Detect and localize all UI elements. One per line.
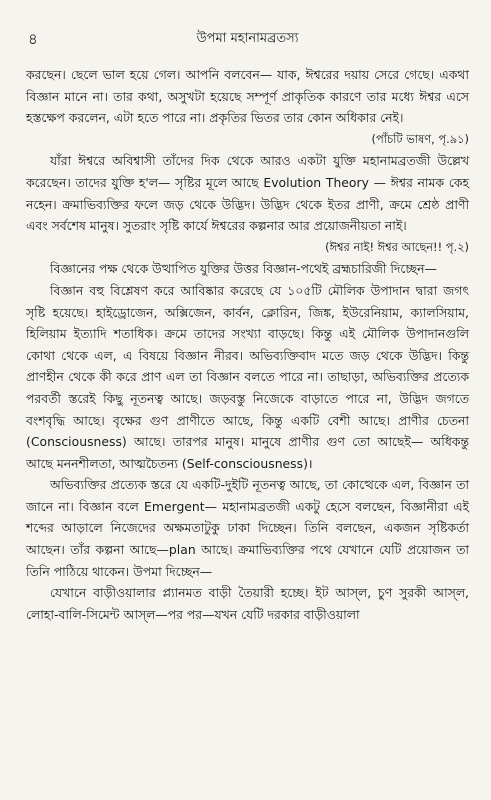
paragraph-1 — [26, 64, 469, 146]
paragraph-5 — [26, 474, 469, 582]
paragraph-3 — [26, 258, 469, 280]
paragraph-1-text: করছেন। ছেলে ভাল হয়ে গেল। আপনি বলবেন— যাক, ঈশ্বরের দয়ায় সেরে গেছে। একথা বিজ্ঞান মানে না। তার কথা, অসুখটা হয়েছে সম্পূর্ণ প্রাকৃতিক কারণে তার মধ্যে ঈশ্বর এসে হস্তক্ষেপ করলেন, এটা হতে পারে না। প্রকৃতির ভিতর তার কোন অধিকার নেই। — [26, 67, 469, 126]
paragraph-4-text: বিজ্ঞান বহু বিশ্লেষণ করে আবিষ্কার করেছে যে ১০৫টি মৌলিক উপাদান দ্বারা জগৎ সৃষ্টি হয়েছে। হাইড্রোজেন, অক্সিজেন, কার্বন, ক্লোরিন, জিঙ্ক, ইউরেনিয়াম, ক্যালসিয়াম, হিলিয়াম ইত্যাদি শতাধিক। ক্রমে তাদের সংখ্যা বাড়ছে। কিন্তু এই মৌলিক উপাদানগুলি কোথা থেকে এল, এ বিষয়ে বিজ্ঞান নীরব। অভিব্যক্তিবাদ মতে জড় থেকে উদ্ভিদ। কিন্তু প্রাণহীন থেকে কী করে প্রাণ এল তা বিজ্ঞান বলতে পারে না। তাছাড়া, অভিব্যক্তির প্রত্যেক পরবর্তী স্তরেই কিছু নূতনত্ব আছে। জড়বস্তু নিজেকে বাড়াতে পারে না, উদ্ভিদ জগতে বংশবৃদ্ধি আছে। বৃক্ষের গুণ প্রাণীতে আছে, কিন্তু একটি বেশী আছে। প্রাণীর চেতনা (Consciousness) আছে। তারপর মানুষ। মানুষে প্রাণীর গুণ তো আছেই— অধিকন্তু আছে মননশীলতা, আত্মচৈতন্য (Self-consciousness)। — [26, 282, 469, 471]
paragraph-4 — [26, 280, 469, 474]
citation-1: (পাঁচটি ভাষণ, পৃ.৯১) — [371, 131, 469, 146]
page-body — [26, 64, 469, 625]
paragraph-2 — [26, 150, 469, 254]
page-header — [26, 28, 469, 50]
paragraph-6-text: যেখানে বাড়ীওয়ালার প্ল্যানমত বাড়ী তৈয়ারী হচ্ছে। ইট আস্‌ল, চুণ সুরকী আস্‌ল, লোহা-বালি-সিমেন্ট আস্‌ল—পর পর—যখন যেটি দরকার বাড়ীওয়ালা — [26, 585, 469, 622]
paragraph-2-text: যাঁরা ঈশ্বরে অবিশ্বাসী তাঁদের দিক থেকে আরও একটা যুক্তি মহানামব্রতজী উল্লেখ করেছেন। তাদের যুক্তি হ'ল— সৃষ্টির মূলে আছে Evolution Theory — ঈশ্বর নামক কেহ নহেন। ক্রমাভিব্যক্তির ফলে জড় থেকে উদ্ভিদ। উদ্ভিদ থেকে ইতর প্রাণী, ক্রমে শ্রেষ্ঠ প্রাণী এবং সর্বশেষ মানুষ। সুতরাং সৃষ্টি কার্যে ঈশ্বরের কল্পনার আর প্রয়োজনীয়তা নাই। — [26, 153, 469, 234]
page-number: ৪ — [28, 30, 38, 48]
paragraph-5-text: অভিব্যক্তির প্রত্যেক স্তরে যে একটি-দুইটি নূতনত্ব আছে, তা কোত্থেকে এল, বিজ্ঞান তা জানে না। বিজ্ঞান বলে Emergent— মহানামব্রতজী একটু হেসে বলছেন, বিজ্ঞানীরা এই শব্দের আড়ালে নিজেদের অক্ষমতাটুকু ঢাকা দিচ্ছেন। তিনি বলছেন, একজন সৃষ্টিকর্তা আছেন। তাঁর কল্পনা আছে—plan আছে। ক্রমাভিব্যক্তির পথে যেখানে যেটি প্রয়োজন তা তিনি পাঠিয়ে থাকেন। উপমা দিচ্ছেন— — [26, 477, 469, 579]
citation-2: (ঈশ্বর নাই! ঈশ্বর আছেন!! পৃ.২) — [325, 239, 469, 254]
paragraph-6 — [26, 582, 469, 625]
paragraph-3-text: বিজ্ঞানের পক্ষ থেকে উত্থাপিত যুক্তির উত্তর বিজ্ঞান-পথেই ব্রহ্মচারিজী দিচ্ছেন— — [50, 261, 437, 277]
running-title: উপমা মহানামব্রতস্য — [196, 31, 299, 46]
